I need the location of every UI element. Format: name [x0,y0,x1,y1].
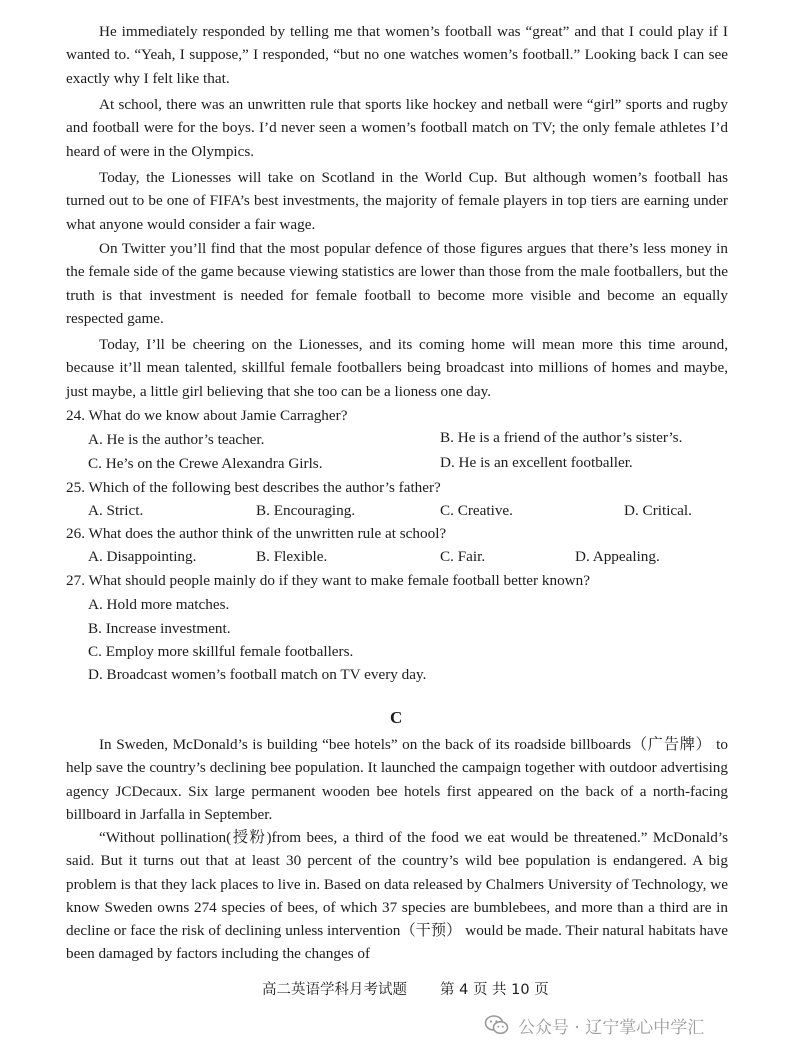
question-27-option-b: B. Increase investment. [88,620,231,637]
passage-b-paragraph-2: At school, there was an unwritten rule that sports like hockey and netball were “girl” sports and rugby and football were for the boys. I’d never seen a women’s football match on TV; the only female athletes I’d heard of were in the Olympics. [66,96,728,160]
section-c-paragraph-1: In Sweden, McDonald’s is building “bee hotels” on the back of its roadside billboards（广告牌） to help save the country’s declining bee population. It launched the campaign together with outdoor advertising agency JCDecaux. Six large permanent wooden bee hotels first appeared on the back of a north-facing billboard in Jarfalla in September. [66,736,728,823]
section-heading: C [390,708,403,727]
section-c-paragraph-2: “Without pollination(授粉)from bees, a third of the food we eat would be threatened.” McDonald’s said. But it turns out that at least 30 percent of the country’s wild bee population is endangered. A big problem is that they lack places to live in. Based on data released by Chalmers University of Technology, we know Sweden owns 274 species of bees, of which 37 species are bumblebees, and more than a third are in decline or face the risk of declining unless intervention（干预） would be made. Their natural habitats have been damaged by factors including the changes of [66,829,728,963]
question-27-stem: 27. What should people mainly do if they want to make female football better known? [66,572,590,589]
wechat-icon [484,1012,510,1038]
question-26-stem: 26. What does the author think of the unwritten rule at school? [66,525,447,542]
passage-b-paragraph-3: Today, the Lionesses will take on Scotland in the World Cup. But although women’s football has turned out to be one of FIFA’s best investments, the majority of female players in top tiers are earning under what anyone would consider a fair wage. [66,169,728,233]
question-24-option-d: D. He is an excellent footballer. [440,454,633,471]
passage-b-paragraph-5: Today, I’ll be cheering on the Lionesses, and its coming home will mean more this time around, because it’ll mean talented, skillful female footballers being broadcast into millions of homes and maybe, just maybe, a little girl believing that she too can be a lioness one day. [66,336,728,400]
question-26-option-b: B. Flexible. [256,548,328,565]
question-25-stem: 25. Which of the following best describes the author’s father? [66,479,441,496]
question-24-stem: 24. What do we know about Jamie Carragher? [66,407,348,424]
passage-b-paragraph-1: He immediately responded by telling me that women’s football was “great” and that I could play if I wanted to. “Yeah, I suppose,” I responded, “but no one watches women’s football.” Looking back I can see exactly why I felt like that. [66,23,728,87]
question-27-option-c: C. Employ more skillful female footballers. [88,643,354,660]
question-24-option-b: B. He is a friend of the author’s sister’s. [440,429,683,446]
question-25-option-a: A. Strict. [88,502,144,519]
question-25-option-d: D. Critical. [624,502,692,519]
footer-exam-title: 高二英语学科月考试题 [262,982,407,998]
watermark-text: 公众号 · 辽宁掌心中学汇 [518,1017,705,1038]
wechat-watermark [484,1010,704,1040]
question-24-option-c: C. He’s on the Crewe Alexandra Girls. [88,455,323,472]
question-25-option-b: B. Encouraging. [256,502,356,519]
question-24-option-a: A. He is the author’s teacher. [88,431,265,448]
question-26-option-d: D. Appealing. [575,548,660,565]
question-27-option-a: A. Hold more matches. [88,596,230,613]
question-27-option-d: D. Broadcast women’s football match on TV every day. [88,666,427,683]
question-26-option-c: C. Fair. [440,548,486,565]
question-25-option-c: C. Creative. [440,502,513,519]
footer-page-number: 第 4 页 共 10 页 [440,982,549,998]
passage-b-paragraph-4: On Twitter you’ll find that the most popular defence of those figures argues that there’s less money in the female side of the game because viewing statistics are lower than those from the male footballers, but the truth is that investment is needed for female football to become more visible and become an equally respected game. [66,240,728,327]
question-26-option-a: A. Disappointing. [88,548,197,565]
